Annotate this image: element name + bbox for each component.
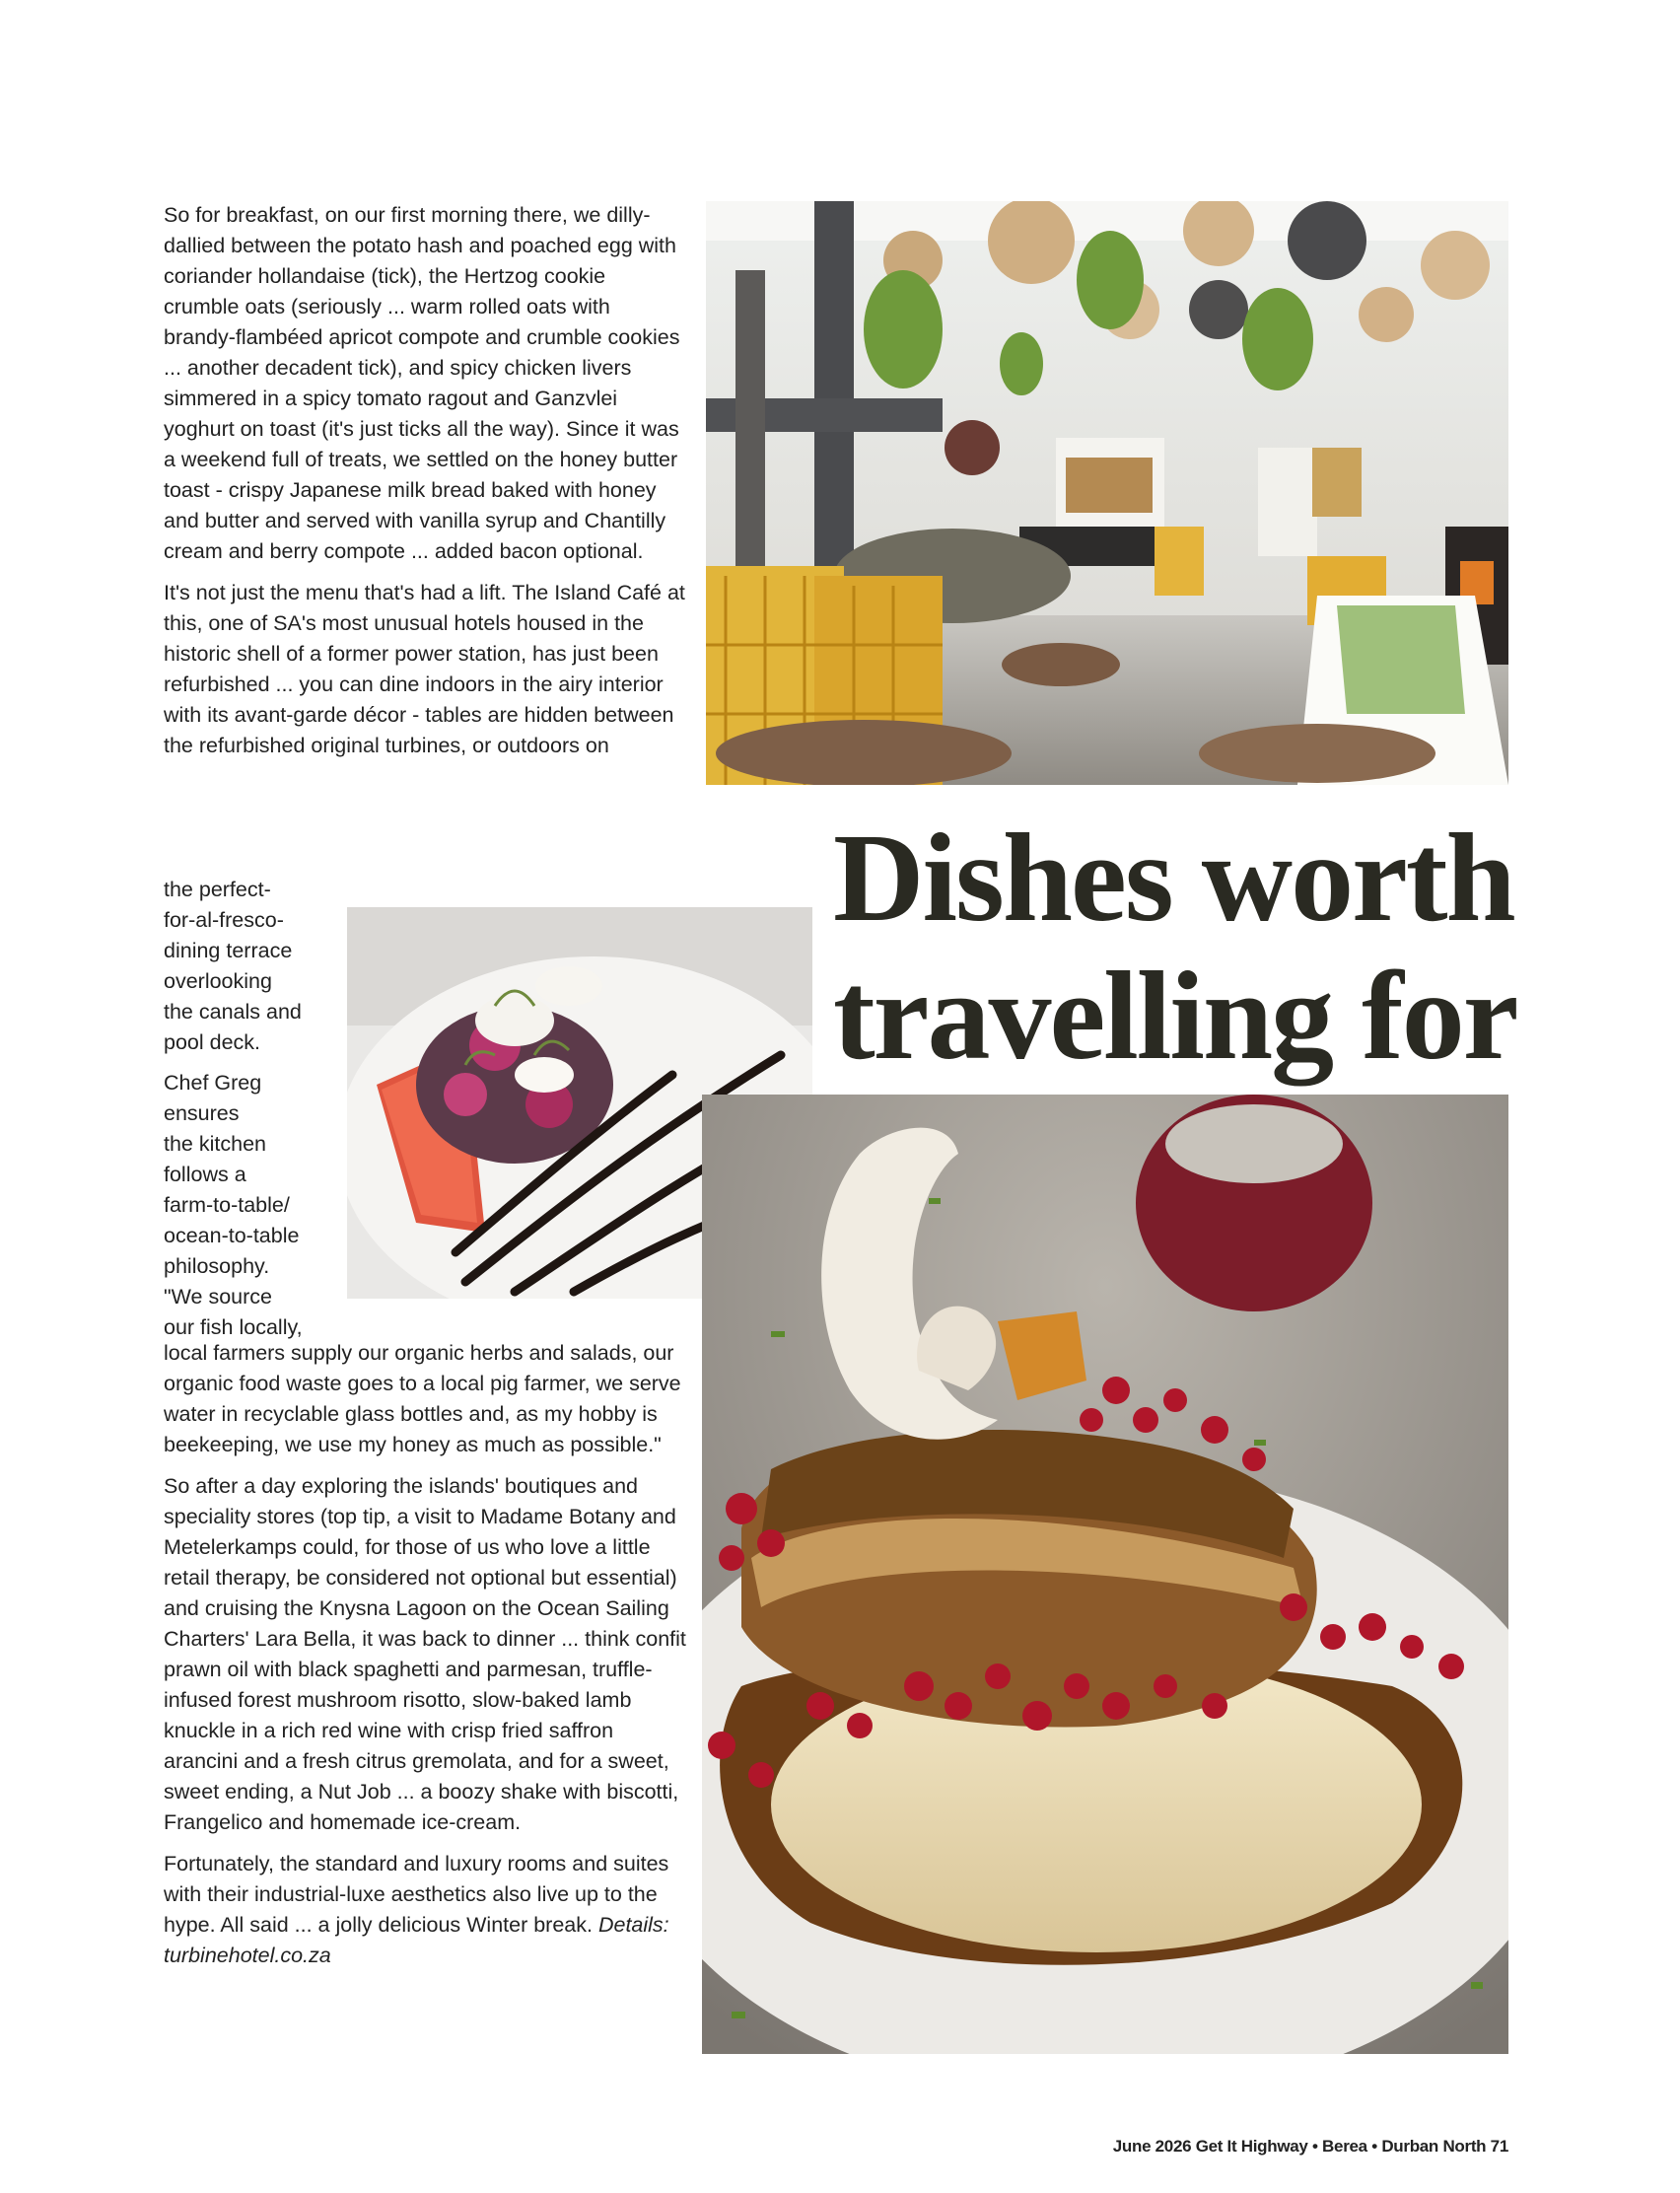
wrap-line: the perfect- — [164, 878, 271, 901]
wrap-line: ocean-to-table — [164, 1224, 300, 1247]
wrap-line: pool deck. — [164, 1030, 261, 1054]
paragraph-breakfast: So for breakfast, on our first morning there, we dilly-dallied between the potato hash and poached egg with coriander hollandaise (tick), the Hertzog cookie crumble oats (seriously ... warm rolled oats with brandy-flambéed apricot compote and crumble cookies ... another decadent tick), and spicy chicken livers simmered in a spicy tomato ragout and Ganzvlei yoghurt on toast (it's just ticks all the way). Since it was a weekend full of treats, we settled on the honey butter toast - crispy Japanese milk bread baked with honey and butter and served with vanilla syrup and Chantilly cream and berry compote ... added bacon optional. — [164, 203, 680, 563]
wrap-line: philosophy. — [164, 1254, 270, 1278]
article-wrap-column — [164, 875, 341, 1343]
headline-line-2: travelling for — [833, 946, 1517, 1086]
paragraph-rooms — [164, 1849, 686, 1971]
hotel-interior-photo — [706, 201, 1508, 785]
paragraph-exploring: So after a day exploring the islands' boutiques and speciality stores (top tip, a visit to Madame Botany and Metelerkamps could, for those of us who love a little retail therapy, be considered not optional but essential) and cruising the Knysna Lagoon on the Ocean Sailing Charters' Lara Bella, it was back to dinner ... think confit prawn oil with black spaghetti and parmesan, truffle-infused forest mushroom risotto, slow-baked lamb knuckle in a rich red wine with crisp fried saffron arancini and a fresh citrus gremolata, and for a sweet, sweet ending, a Nut Job ... a boozy shake with biscotti, Frangelico and homemade ice-cream. — [164, 1474, 686, 1834]
article-column-bottom — [164, 1338, 686, 1982]
headline-line-1: Dishes worth — [833, 808, 1514, 948]
wrap-line: the canals and — [164, 1000, 302, 1024]
paragraph-chef-quote: local farmers supply our organic herbs and salads, our organic food waste goes to a local pig farmer, we serve water in recyclable glass bottles and, as my hobby is beekeeping, we use my honey as much as possible." — [164, 1341, 681, 1456]
wrap-line: follows a — [164, 1163, 246, 1186]
page-footer: June 2026 Get It Highway • Berea • Durban North 71 — [1112, 2137, 1508, 2156]
wrap-line: the kitchen — [164, 1132, 266, 1156]
main-dish-photo — [702, 1095, 1508, 2054]
wrap-line: for-al-fresco- — [164, 908, 284, 932]
page-headline — [833, 809, 1523, 1085]
wrap-line: Chef Greg — [164, 1071, 262, 1095]
wrap-line: dining terrace — [164, 939, 293, 962]
article-column-top — [164, 200, 686, 761]
paragraph-rooms-text: Fortunately, the standard and luxury rooms and suites with their industrial-luxe aesthetics also live up to the hype. All said ... a jolly delicious Winter break. — [164, 1852, 669, 1937]
details-link: Details: turbinehotel.co.za — [164, 1913, 669, 1967]
wrap-line: "We source — [164, 1285, 272, 1309]
wrap-line: our fish locally, — [164, 1315, 303, 1339]
wrap-line: ensures — [164, 1101, 240, 1125]
wrap-line: farm-to-table/ — [164, 1193, 290, 1217]
paragraph-island-cafe: It's not just the menu that's had a lift. The Island Café at this, one of SA's most unusual hotels housed in the historic shell of a former power station, has just been refurbished ... you can dine indoors in the airy interior with its avant-garde décor - tables are hidden between the refurbished original turbines, or outdoors on — [164, 581, 685, 757]
wrap-line: overlooking — [164, 969, 272, 993]
